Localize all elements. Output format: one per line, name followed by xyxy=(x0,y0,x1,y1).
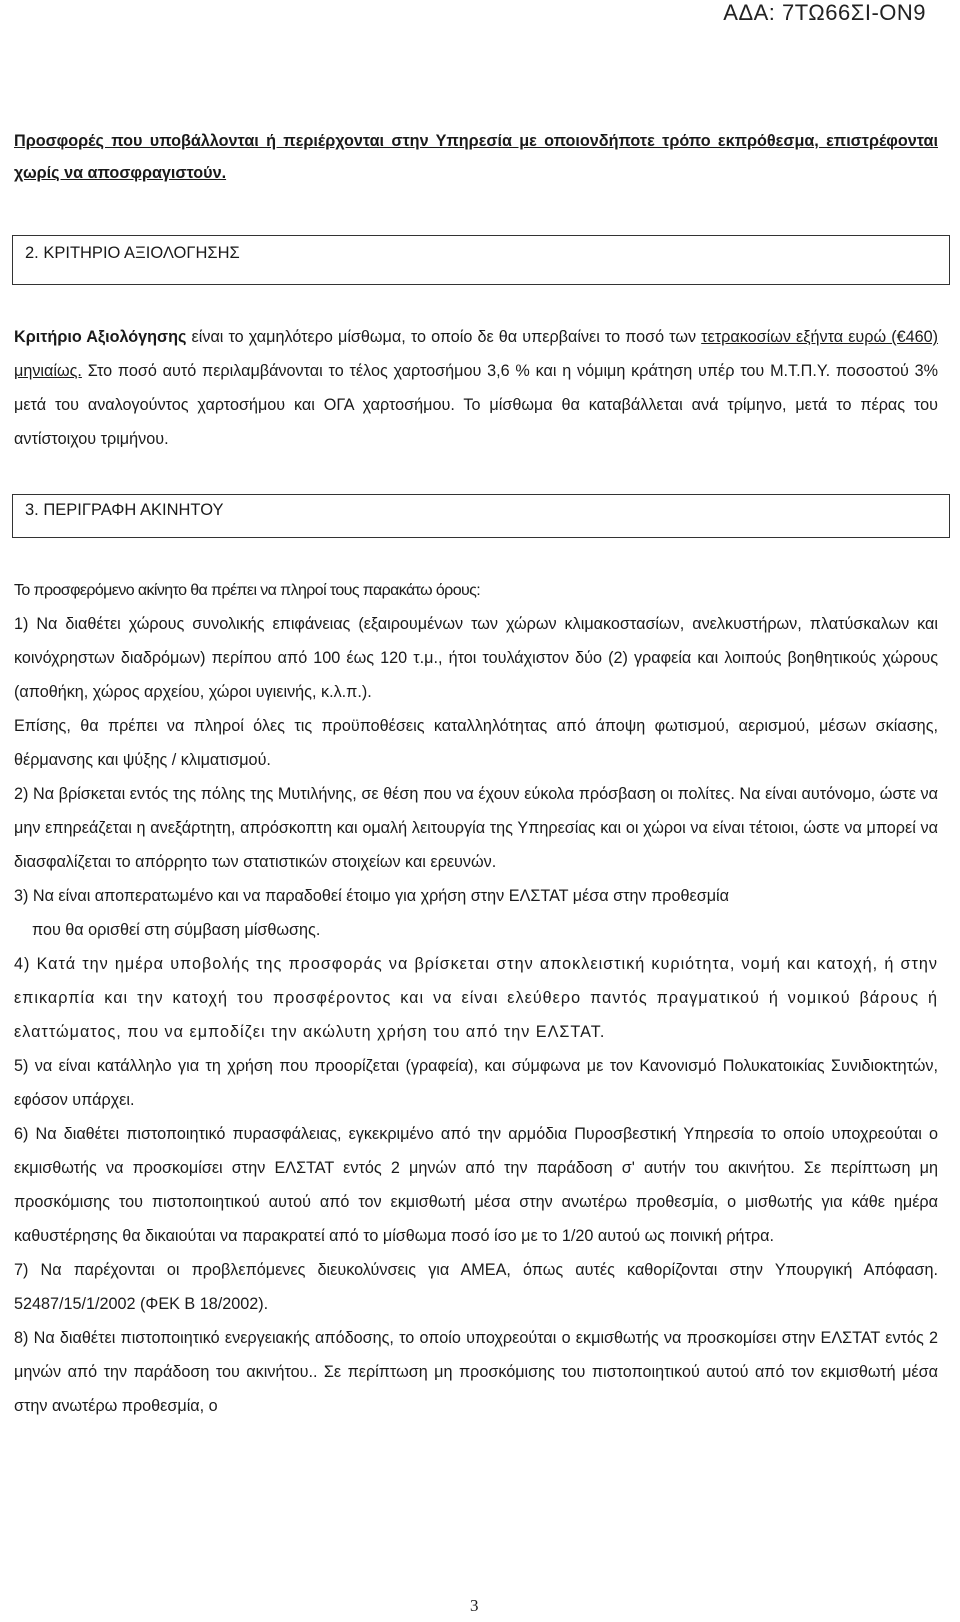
condition-3-continued: που θα ορισθεί στη σύμβαση μίσθωσης. xyxy=(32,921,321,939)
criterion-text-a: είναι το χαμηλότερο μίσθωμα, το οποίο δε θα υπερβαίνει το ποσό των xyxy=(186,328,702,346)
criterion-term: Κριτήριο Αξιολόγησης xyxy=(14,328,187,346)
criterion-amount: τετρακοσίων εξήντα ευρώ (€460) μηνιαίως. xyxy=(14,328,938,380)
property-intro: Το προσφερόμενο ακίνητο θα πρέπει να πληροί τους παρακάτω όρους: xyxy=(14,582,481,599)
criterion-text-b: Στο ποσό αυτό περιλαμβάνονται το τέλος χαρτοσήμου 3,6 % και η νόμιμη κράτηση υπέρ του Μ.Τ.Π.Υ. ποσοστού 3% μετά του αναλογούντος χαρτοσήμου και ΟΓΑ χαρτοσήμου. Το μίσθωμα θα καταβάλλεται ανά τρίμηνο, μετά το πέρας του αντίστοιχου τριμήνου. xyxy=(14,362,938,448)
condition-1-continued: Επίσης, θα πρέπει να πληροί όλες τις προϋποθέσεις καταλληλότητας από άποψη φωτισμού, αερισμού, μέσων σκίασης, θέρμανσης και ψύξης / κλιματισμού. xyxy=(14,717,938,769)
condition-6: 6) Να διαθέτει πιστοποιητικό πυρασφάλειας, εγκεκριμένο από την αρμόδια Πυροσβεστική Υπηρεσία το οποίο υποχρεούται ο εκμισθωτής να προσκομίσει στην ΕΛΣΤΑΤ εντός 2 μηνών από την παράδοση σ' αυτήν του ακινήτου. Σε περίπτωση μη προσκόμισης του πιστοποιητικού αυτού από τον εκμισθωτή μέσα στην ανωτέρω προθεσμία, ο μισθωτής για κάθε ημέρα καθυστέρησης θα δικαιούται να παρακρατεί από το μίσθωμα ποσό ίσο με το 1/20 αυτού ως ποινική ρήτρα. xyxy=(14,1125,938,1245)
condition-1: 1) Να διαθέτει χώρους συνολικής επιφάνειας (εξαιρουμένων των χώρων κλιμακοστασίων, ανελκυστήρων, πλατύσκαλων και κοινόχρηστων διαδρόμων) περίπου από 100 έως 120 τ.μ., ήτοι τουλάχιστον δύο (2) γραφεία και λοιπούς βοηθητικούς χώρους (αποθήκη, χώρος αρχείου, χώροι υγιεινής, κ.λ.π.). xyxy=(14,615,938,701)
section-3-heading: 3. ΠΕΡΙΓΡΑΦΗ ΑΚΙΝΗΤΟΥ xyxy=(12,494,950,538)
property-conditions xyxy=(14,607,938,1423)
condition-4: 4) Κατά την ημέρα υποβολής της προσφοράς να βρίσκεται στην αποκλειστική κυριότητα, νομή και κατοχή, ή στην επικαρπία και την κατοχή του προσφέροντος και να είναι ελεύθερο παντός πραγματικού ή νομικού βάρους ή ελαττώματος, που να εμποδίζει την ακώλυτη χρήση του από την ΕΛΣΤΑΤ. xyxy=(14,955,938,1041)
page-number: 3 xyxy=(470,1596,479,1615)
evaluation-criterion-paragraph xyxy=(14,320,938,456)
late-offers-notice: Προσφορές που υποβάλλονται ή περιέρχονται στην Υπηρεσία με οποιονδήποτε τρόπο εκπρόθεσμα, επιστρέφονται χωρίς να αποσφραγιστούν. xyxy=(14,132,938,182)
section-2-heading: 2. ΚΡΙΤΗΡΙΟ ΑΞΙΟΛΟΓΗΣΗΣ xyxy=(12,235,950,285)
condition-5: 5) να είναι κατάλληλο για τη χρήση που προορίζεται (γραφεία), και σύμφωνα με τον Κανονισμό Πολυκατοικίας Συνιδιοκτητών, εφόσον υπάρχει. xyxy=(14,1057,938,1109)
condition-3: 3) Να είναι αποπερατωμένο και να παραδοθεί έτοιμο για χρήση στην ΕΛΣΤΑΤ μέσα στην προθεσμία xyxy=(14,887,730,905)
condition-2: 2) Να βρίσκεται εντός της πόλης της Μυτιλήνης, σε θέση που να έχουν εύκολα πρόσβαση οι πολίτες. Να είναι αυτόνομο, ώστε να μην επηρεάζεται η ανεξάρτητη, απρόσκοπτη και ομαλή λειτουργία της Υπηρεσίας και οι χώροι να είναι τέτοιοι, ώστε να μπορεί να διασφαλίζεται το απόρρητο των στατιστικών στοιχείων και ερευνών. xyxy=(14,785,938,871)
condition-8: 8) Να διαθέτει πιστοποιητικό ενεργειακής απόδοσης, το οποίο υποχρεούται ο εκμισθωτής να προσκομίσει στην ΕΛΣΤΑΤ εντός 2 μηνών από την παράδοση του ακινήτου.. Σε περίπτωση μη προσκόμισης του πιστοποιητικού αυτού από τον εκμισθωτή μέσα στην ανωτέρω προθεσμία, ο xyxy=(14,1329,938,1415)
condition-7: 7) Να παρέχονται οι προβλεπόμενες διευκολύνσεις για ΑΜΕΑ, όπως αυτές καθορίζονται στην Υπουργική Απόφαση. 52487/15/1/2002 (ΦΕΚ Β 18/2002). xyxy=(14,1261,938,1313)
ada-code: ΑΔΑ: 7ΤΩ66ΣΙ-ΟΝ9 xyxy=(723,0,926,25)
